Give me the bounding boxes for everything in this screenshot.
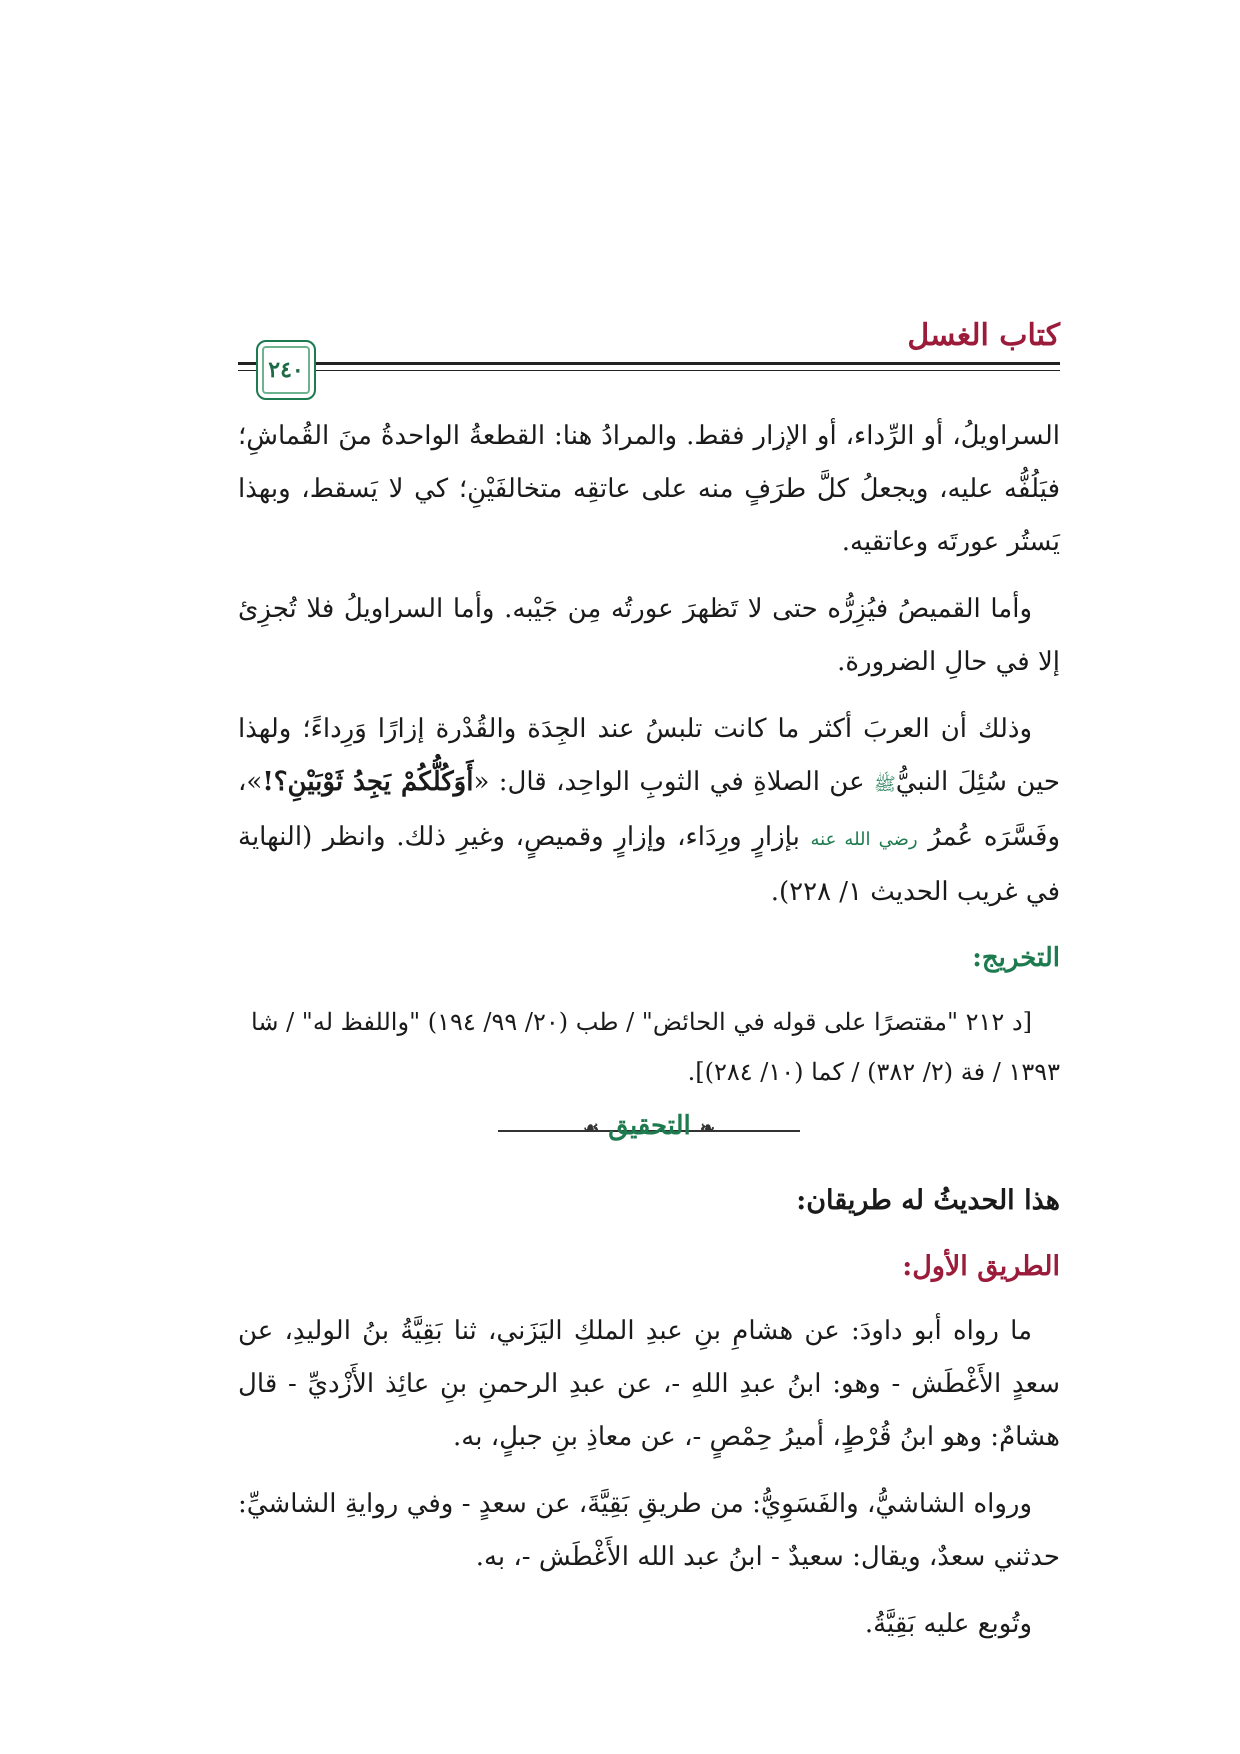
- paragraph-3-part1: وذلك أن العربَ أكثر ما كانت تلبسُ عند الجِدَة والقُدْرة إزارًا وَرِداءً؛ ولهذا حين سُئِلَ النبيُّ: [238, 714, 1061, 797]
- book-title: كتاب الغسل: [907, 318, 1060, 353]
- radi-glyph: رضي الله عنه: [810, 829, 918, 850]
- ornament-icon: ❧: [699, 1118, 715, 1139]
- takhrij-text: [د ٢١٢ "مقتصرًا على قوله في الحائض" / طب (٢٠/ ٩٩/ ١٩٤) "واللفظ له" / شا ١٣٩٣ / فة (٢/ ٣٨٢) / كما (١٠/ ٢٨٤)].: [251, 1008, 1060, 1086]
- tahqiq-paragraph-1: ما رواه أبو داودَ: عن هشامِ بنِ عبدِ الملكِ اليَزَني، ثنا بَقِيَّةُ بنُ الوليدِ، عن سعدٍ الأَغْطَش - وهو: ابنُ عبدِ اللهِ -، عن عبدِ الرحمنِ بنِ عائِذ الأَزْديِّ - قال هشامٌ: وهو ابنُ قُرْطٍ، أميرُ حِمْصٍ -، عن معاذِ بنِ جبلٍ، به.: [238, 1316, 1060, 1452]
- paragraph-3-part3: »، وفَسَّرَه عُمرُ: [238, 767, 1060, 852]
- hadith-quote: أَوَكُلُّكُمْ يَجِدُ ثَوْبَيْنِ؟!: [262, 767, 474, 797]
- paragraph-3-part2: عن الصلاةِ في الثوبِ الواحِد، قال: «: [473, 767, 865, 797]
- first-route-title: الطريق الأول:: [902, 1251, 1060, 1282]
- header-rule-thin: [238, 370, 1060, 371]
- tahqiq-intro: هذا الحديثُ له طريقان:: [796, 1185, 1060, 1216]
- page-body: [238, 410, 1060, 1665]
- ornament-icon: ☙: [583, 1118, 600, 1139]
- paragraph-2: وأما القميصُ فيُزِرُّه حتى لا تَظهرَ عورتُه مِن جَيْبه. وأما السراويلُ فلا تُجزِئ إلا في حالِ الضرورة.: [238, 594, 1060, 677]
- takhrij-title: التخريج:: [972, 943, 1060, 973]
- section-divider: [238, 1107, 1060, 1153]
- tahqiq-paragraph-3: وتُوبع عليه بَقِيَّةُ.: [864, 1609, 1032, 1639]
- paragraph-3: [238, 703, 1060, 919]
- header-rule-thick: [238, 362, 1060, 365]
- page-header: [238, 318, 1060, 408]
- divider-label: التحقيق: [608, 1111, 691, 1141]
- paragraph-1: السراويلُ، أو الرِّداء، أو الإزار فقط. والمرادُ هنا: القطعةُ الواحدةُ منَ القُماشِ؛ فيَلُفُّه عليه، ويجعلُ كلَّ طرَفٍ منه على عاتقِه متخالفَيْنِ؛ كي لا يَسقط، وبهذا يَستُر عورتَه وعاتقيه.: [238, 421, 1060, 557]
- tahqiq-paragraph-2: ورواه الشاشيُّ، والفَسَوِيُّ: من طريقِ بَقِيَّةَ، عن سعدٍ - وفي روايةِ الشاشيِّ: حدثني سعدٌ، ويقال: سعيدٌ - ابنُ عبد الله الأَغْطَش -، به.: [238, 1489, 1060, 1572]
- page-number: ٢٤٠: [268, 357, 304, 383]
- paragraph-3-part4: بإزارٍ ورِدَاء، وإزارٍ وقميصٍ، وغيرِ ذلك. وانظر (النهاية في غريب الحديث ١/ ٢٢٨).: [238, 822, 1060, 907]
- salat-glyph: ﷺ: [873, 774, 896, 795]
- page-number-badge: [256, 340, 316, 400]
